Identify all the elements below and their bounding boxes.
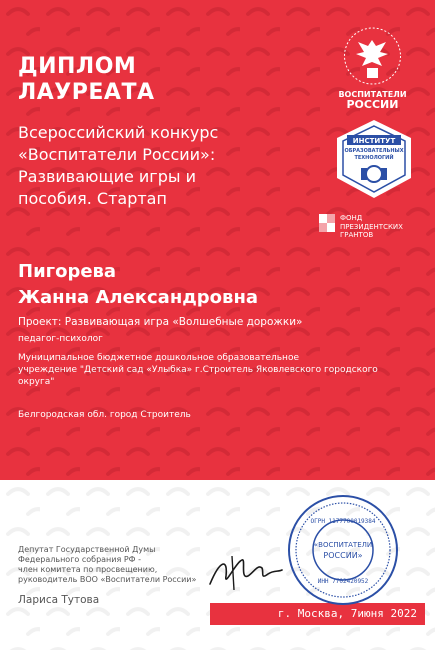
fund-line-1: ФОНД	[340, 214, 363, 222]
institute-logo	[333, 118, 415, 200]
main-logo-line-1: ВОСПИТАТЕЛИ	[338, 90, 407, 99]
institute-line-1: ИНСТИТУТ	[352, 137, 396, 145]
laureate-name	[18, 259, 258, 311]
signer-line-1: Депутат Государственной Думы	[18, 545, 156, 554]
issue-date: г. Москва, 7июня 2022	[210, 603, 425, 625]
institute-line-3: ТЕХНОЛОГИЙ	[354, 155, 394, 161]
stamp-center-line-1: «ВОСПИТАТЕЛИ	[313, 541, 373, 549]
fund-logo-text	[340, 214, 403, 240]
eagle-emblem-icon	[325, 26, 420, 88]
official-stamp	[286, 493, 400, 607]
fund-line-3: ГРАНТОВ	[340, 231, 374, 239]
organization-line-3: округа"	[18, 377, 55, 387]
organization-line-1: Муниципальное бюджетное дошкольное образовательное	[18, 353, 299, 363]
signer-line-2: Федерального собрания РФ -	[18, 555, 141, 564]
handwritten-signature	[206, 550, 286, 594]
title-line-2: ЛАУРЕАТА	[18, 80, 155, 105]
stamp-inn: ИНН 7702420952	[317, 578, 369, 585]
laureate-surname: Пигорева	[18, 261, 117, 282]
stamp-ogrn: ОГРН 1177700019384	[310, 518, 376, 525]
organization-name	[18, 352, 423, 388]
contest-line-2: «Воспитатели России»:	[18, 145, 216, 164]
signer-title	[18, 545, 196, 585]
grants-fund-mark-icon	[316, 212, 338, 234]
vospitateli-rossii-logo	[325, 26, 420, 111]
institute-line-2: ОБРАЗОВАТЕЛЬНЫХ	[344, 148, 404, 154]
title-line-1: ДИПЛОМ	[18, 54, 137, 79]
main-logo-line-2: РОССИИ	[346, 98, 399, 111]
job-position: педагог-психолог	[18, 334, 103, 344]
city-location: Белгородская обл. город Строитель	[18, 410, 191, 420]
contest-line-1: Всероссийский конкурс	[18, 123, 219, 142]
contest-name	[18, 122, 218, 210]
signer-line-4: руководитель ВОО «Воспитатели России»	[18, 575, 197, 584]
signer-line-3: член комитета по просвещению,	[18, 565, 158, 574]
presidential-grants-fund-logo	[316, 208, 426, 244]
stamp-center-line-2: РОССИИ»	[323, 551, 363, 560]
laureate-given-names: Жанна Александровна	[18, 287, 259, 308]
signer-name: Лариса Тутова	[18, 594, 100, 606]
organization-line-2: учреждение "Детский сад «Улыбка» г.Строитель Яковлевского городского	[18, 365, 378, 375]
diploma-title	[18, 54, 154, 106]
contest-line-3: Развивающие игры и	[18, 167, 196, 186]
contest-line-4: пособия. Стартап	[18, 189, 167, 208]
project-title: Проект: Развивающая игра «Волшебные дорожки»	[18, 316, 303, 328]
fund-line-2: ПРЕЗИДЕНТСКИХ	[340, 222, 403, 231]
